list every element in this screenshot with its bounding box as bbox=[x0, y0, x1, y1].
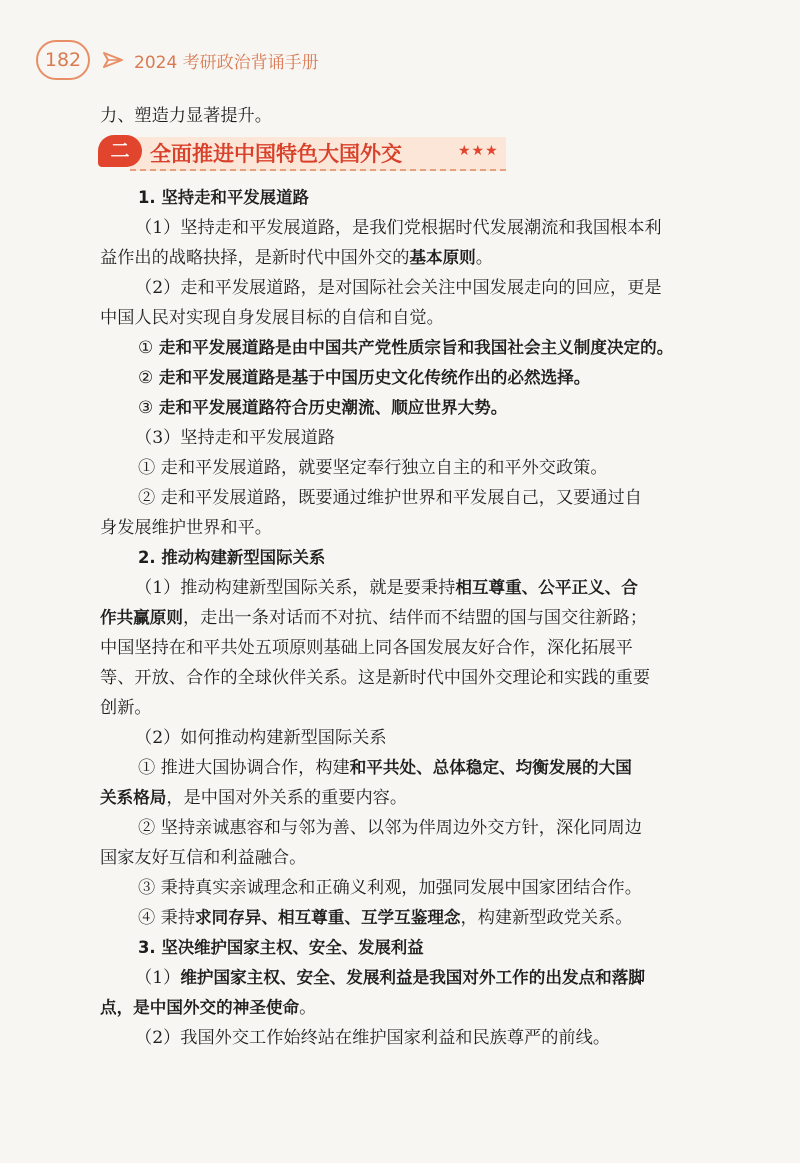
page-number: 182 bbox=[36, 40, 90, 80]
list-item: ② 坚持亲诚惠容和与邻为善、以邻为伴周边外交方针，深化同周边 bbox=[138, 818, 642, 838]
text-span: ，是中国对外关系的重要内容。 bbox=[166, 788, 408, 808]
text-span: （1） bbox=[135, 968, 181, 988]
list-marker: ③ bbox=[138, 398, 154, 418]
bold-text: 走和平发展道路是基于中国历史文化传统作出的必然选择。 bbox=[158, 368, 591, 387]
page-content bbox=[100, 101, 740, 1053]
bold-text: 求同存异、相互尊重、互学互鉴理念 bbox=[195, 908, 461, 927]
list-item bbox=[100, 363, 740, 393]
paragraph-line: 等、开放、合作的全球伙伴关系。这是新时代中国外交理论和实践的重要 bbox=[100, 668, 651, 688]
section-number-badge: 二 bbox=[98, 135, 142, 167]
list-item bbox=[100, 903, 740, 933]
paragraph-line: 国家友好互信和利益融合。 bbox=[100, 848, 307, 868]
bold-text: 走和平发展道路是由中国共产党性质宗旨和我国社会主义制度决定的。 bbox=[158, 338, 674, 357]
list-item: ③ 秉持真实亲诚理念和正确义利观，加强同发展中国家团结合作。 bbox=[138, 878, 642, 898]
bold-text: 走和平发展道路符合历史潮流、顺应世界大势。 bbox=[158, 398, 508, 417]
text-span: ，走出一条对话而不对抗、结伴而不结盟的国与国交往新路； bbox=[182, 608, 648, 628]
page-header bbox=[36, 40, 736, 80]
list-item bbox=[100, 753, 740, 783]
bold-text: 和平共处、总体稳定、均衡发展的大国 bbox=[349, 758, 632, 777]
paragraph-line bbox=[100, 243, 740, 273]
text-span: ④ 秉持 bbox=[138, 908, 196, 928]
bold-text: 作共赢原则 bbox=[100, 608, 183, 627]
list-marker: ② bbox=[138, 368, 154, 388]
list-item bbox=[100, 333, 740, 363]
paragraph-line: 中国坚持在和平共处五项原则基础上同各国发展友好合作，深化拓展平 bbox=[100, 638, 633, 658]
subheading: 3. 坚决维护国家主权、安全、发展利益 bbox=[138, 938, 424, 957]
bold-text: 维护国家主权、安全、发展利益是我国对外工作的出发点和落脚 bbox=[180, 968, 645, 987]
text-span: 益作出的战略抉择，是新时代中国外交的 bbox=[100, 248, 410, 268]
bold-text: 基本原则 bbox=[409, 248, 476, 267]
paragraph-line bbox=[100, 963, 740, 993]
paragraph-line: 中国人民对实现自身发展目标的自信和自觉。 bbox=[100, 308, 444, 328]
paragraph-line: （3）坚持走和平发展道路 bbox=[135, 428, 335, 448]
list-item: ② 走和平发展道路，既要通过维护世界和平发展自己，又要通过自 bbox=[138, 488, 642, 508]
paragraph-line: 力、塑造力显著提升。 bbox=[100, 106, 272, 126]
subheading: 2. 推动构建新型国际关系 bbox=[138, 548, 326, 567]
paragraph-line: 身发展维护世界和平。 bbox=[100, 518, 272, 538]
text-span: （1）推动构建新型国际关系，就是要秉持 bbox=[135, 578, 456, 598]
text-span: ① 推进大国协调合作，构建 bbox=[138, 758, 350, 778]
section-title: 全面推进中国特色大国外交 bbox=[150, 142, 402, 166]
bold-text: 相互尊重、公平正义、合 bbox=[455, 578, 638, 597]
paragraph-line bbox=[100, 573, 740, 603]
paragraph-line: （2）走和平发展道路，是对国际社会关注中国发展走向的回应，更是 bbox=[135, 278, 662, 298]
section-heading bbox=[100, 133, 510, 177]
subheading: 1. 坚持走和平发展道路 bbox=[138, 188, 309, 207]
text-span: 。 bbox=[475, 248, 493, 268]
paragraph-line: （1）坚持走和平发展道路，是我们党根据时代发展潮流和我国根本利 bbox=[135, 218, 662, 238]
text-span: 。 bbox=[299, 998, 317, 1018]
paragraph-line: （2）如何推动构建新型国际关系 bbox=[135, 728, 387, 748]
bold-text: 关系格局 bbox=[100, 788, 167, 807]
bold-text: 点，是中国外交的神圣使命 bbox=[100, 998, 300, 1017]
list-item: ① 走和平发展道路，就要坚定奉行独立自主的和平外交政策。 bbox=[138, 458, 608, 478]
list-marker: ① bbox=[138, 338, 154, 358]
text-span: ，构建新型政党关系。 bbox=[460, 908, 633, 928]
importance-stars-icon: ★★★ bbox=[458, 143, 499, 159]
paragraph-line: 创新。 bbox=[100, 698, 152, 718]
paragraph-line: （2）我国外交工作始终站在维护国家利益和民族尊严的前线。 bbox=[135, 1028, 611, 1048]
book-title: 2024 考研政治背诵手册 bbox=[134, 53, 319, 73]
paragraph-line bbox=[100, 993, 740, 1023]
paragraph-line bbox=[100, 783, 740, 813]
paragraph-line bbox=[100, 603, 740, 633]
list-item bbox=[100, 393, 740, 423]
paper-plane-icon bbox=[102, 49, 124, 71]
